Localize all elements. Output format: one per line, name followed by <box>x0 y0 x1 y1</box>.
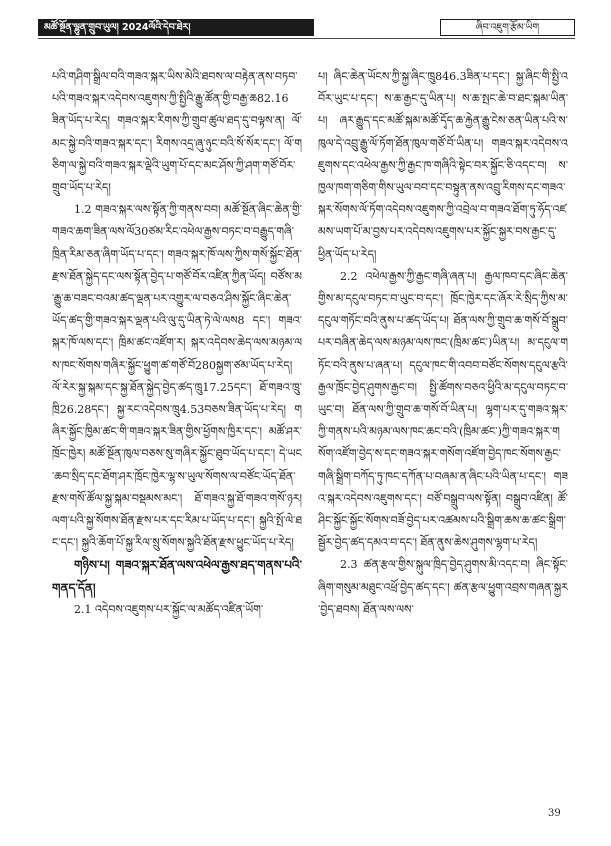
paragraph: པའི་གཤིག་སྒྲིལ་བའི་གཟའ་སྐར་ཡིས་མེའི་ཐབས་ལ་བརྟེན་ནས་བཏབ་པའི་གཟའ་སྐར་འདེབས་འཇུགས་ཀྱི་སྤྱིའི་རྒྱུ་ཚོན་གྱི་བརྒྱ་ཆ82.16ཟིན་ཡོད་པ་རེད། གཟའ་སྐར་རིགས་ཀྱི་གྲུབ་ཚུལ་ཐད་དུ་བལྟས་ན། ལོ་མང་སྐྱེ་བའི་གཟའ་སྐར་དང་། རིགས་འདྲ་ཞུ་ཉུང་བའི་སོ་སོར་དང་། ལོ་གཅིག་ལ་སྐྱེ་བའི་གཟའ་སྐར་ལྡེའི་ཡུག་པོ་དང་མང་ཤོས་ཀྱི་ཤག་གཙོ་བོར་གྲུབ་ཡོད་པ་རེད། <box>52 70 302 195</box>
running-header-left: མཚོ་སྔོན་ལྷུན་གྲུབ་ཡུལ། 2024ལོའི་དེབ་ཐེར། <box>38 19 314 36</box>
paragraph-section-2-1: 2.1 འདེབས་འཇུགས་པར་སྐྱོང་ལ་མཚོད་འཛིན་ཡོག་ <box>74 602 264 616</box>
right-column <box>318 66 568 806</box>
paragraph: པ། ཞིང་ཆེན་ཡོངས་ཀྱི་སྐྱ་ཞིང་ཁྲུ846.3ཟིན་པ་དང་། སྐྱ་ཞིང་གི་སྤྱི་འབོར་ཡུང་པ་དང་། ས་ཆ་རྒྱང་དུ་ཡིན་པ། ས་ཆ་སྤང་ཆེ་བ་ཐང་སྐམ་ཡིན་པ། ཞར་རྒྱུད་དང་མཚོ་སྐམ་མཚོ་དྭོད་ཆ་རྐྱེན་རྒྱུ་ངེས་ཅན་ཡིན་པའི་ས་ཁུལ་དེ་འབྲུ་རྒྱུ་ལོ་ཏོག་ཐོན་ཁུལ་གཙོ་བོ་ཡིན་པ། གཟའ་སྐར་འདེབས་འཇུགས་དང་འཕེལ་རྒྱས་ཀྱི་རྒྱང་ཁ་གཞིའི་སྟེང་བར་སྐྱོང་ཅི་འདང་བ། ས་ཁྱལ་ཁག་གཅིག་གིས་ཡུལ་བབ་དང་བསྟུན་ནས་འབྲུ་རིགས་དང་གཟའ་སྐར་སོགས་ལོ་ཏོག་འདེབས་འཇུགས་ཀྱི་འབྲེལ་བ་གཟའ་ཐོག་ཏུ་ཧོད་འཛམས་ཡག་པོ་མ་བྱས་པར་འདེབས་འཇུགས་པར་སྐྱོང་སྐྱར་བས་རྒྱང་དུ་ཕྱིན་ཡོད་པ་རེད། <box>318 70 568 261</box>
running-header-right: ཞིབ་འཇུག་རྩོམ་ཡིག <box>440 19 575 36</box>
page-number: 39 <box>548 808 561 819</box>
left-column <box>52 66 302 806</box>
paragraph-section-2-2: 2.2 འཕེལ་རྒྱས་ཀྱི་རྒྱང་གཞི་ཞན་པ། རྒྱལ་ཁབ་དང་ཞིང་ཆེན་གྱིས་མ་དངུལ་བཏང་བ་ཡུང་བ་དང་། ཁྲོང་ཁྱེར་དང་ཞོར་རེ་སྲིད་ཀྱིས་མ་དངུལ་གཏོང་བའི་ནུས་པ་ཚད་ཡོད་པ། ཐོན་ལས་ཀྱི་གྲུབ་ཆ་གསོ་བོ་སྒྲུབ་པར་བཞིན་ཆེད་ལས་མཉམ་ལས་ཁང་(ཁྲིམ་ཚང་)ཡིན་པ། མ་དངུལ་གཏོང་བའི་ནུས་པ་ཞན་པ། དངུལ་ཁང་གི་འབབ་བཙོང་སོགས་དངུལ་རྩའི་རྒྱལ་ཁྲོང་བྱེད་ཤུགས་རྒྱང་བ། སྤྱི་ཚོགས་བཅའ་ཕྱིའི་མ་དངུལ་བཏང་བ་ཡུང་བ། ཐོན་ལས་ཀྱི་གྲུབ་ཆ་གསོ་བོ་ཡིན་པ། ལྷག་པར་དུ་གཟའ་སྐར་ཀྱི་གནས་པའི་མཉམ་ལས་ཁང་ཆང་བའི་(ཁྲིམ་ཚང་)ཀྱི་གཟའ་སྐར་གསོག་འཛོག་བྱེད་ས་དང་གཟའ་སྐར་གསོག་འཛོག་བྱེད་ཁང་སོགས་རྒྱང་གཞི་སྒྲིག་བཀོད་ཏུ་ཁང་དཀོན་པ་བཞམ་ན་ཞིང་པའི་ཡིན་པ་དང་། གཟའ་སྐར་འདེབས་འཇུགས་དང་། བཙོ་བསྒྲུབ་ལས་སྟོན། བསྒྲུབ་འཛིན། ཚོ་ཤིང་སྐྱོང་སྐྱོང་སོགས་བཟོ་བྱེད་པར་འཚམས་པའི་སྒྲིག་ཆས་ཆ་ཚང་སྒྲིག་སྦྱོར་བྱེད་ཚད་དམའ་བ་དང་། ཐོན་ནུས་ཆེས་ཤུགས་ལྷག་པ་རེད། <box>318 269 568 550</box>
paragraph-section-2-3: 2.3 ཚན་རྩལ་གྱིས་སྐུལ་ཁྲིད་བྱེད་ཤུགས་མི་འདང་བ། ཞིང་སྟོང་ཞིག་གསུམ་མཐུང་འཕྲོ་བྱེད་ཚད་དང་། ཚན་རྩལ་ཕྱུག་འབྲས་གཞན་སྐྱར་བྱེད་ཐབས། ཐོན་ལས་ལས་ <box>318 558 568 616</box>
paragraph-section-1-2: 1.2 གཟའ་སྐར་ལས་སྟོན་ཀྱི་གནས་བབ། མཚོ་སྔོན་ཞིང་ཆེན་གྱི་གཟའ་ཆག་ཟིན་ལས་ལོ30ཙམ་རིང་འཕེལ་རྒྱས་བཏང་བ་བརྒྱུད་གཞི་ཁྲིན་རིམ་ཅན་ཞིག་ཡོད་པ་དང་། གཟའ་སྐར་ཁོ་ལས་ཀྱིས་གསོ་སྐྱོང་ཐོན་རྫས་ཐོན་སྐྱེད་དང་ལས་སྟོན་བྱེད་པ་གཙོ་བོར་འཛིན་ཀྱིན་ཡོད། བཙོས་མ་རྒྱུ་ཆ་བཟང་བའམ་ཚད་ལྡན་པར་འགྱུར་ལ་བཅའ་ཤིས་སྐྱོང་ཞིང་ཆེན་ཡོད་ཚད་གྱི་གཟའ་སྐར་ལྡན་པའི་ལུ་དུ་ཡིན་ཏེ་ལེ་ལས8 དང་། གཟའ་སྐར་ཁོ་ལས་དང་། ཁྲིམ་ཚང་འཛོག་ར། སྐར་འདེབས་ཆེད་ལས་མཉམ་ལས་ཁང་སོགས་གཞིར་སྐྱོང་ཕྱུག་ཚ་གཙོ་བོ280སྐྱག་ཙམ་ཡོད་པ་རེད། ལོ་རེར་སྐྱ་སྐམ་དང་སྐྱ་ཐོན་སྐྱེད་བྱེད་ཚད་ཁྲུ17.25དང་། ཐོ་གཟའ་ཁྲུ་ཁྲི26.28དང་། སྐྱ་རང་འདེབས་ཁྲུ4.53བཅས་ཟིན་ཡོད་པ་རེད། གཞིར་སྐྱོང་ཁྱིམ་ཚང་གི་གཟའ་སྐར་ཟིན་གྱིས་ཕྱོགས་ཁྱིར་དང་། མཚོ་ཤར་ཁྲོང་ཁྱེར། མཚོ་སྔོན་ཁུལ་བཅས་སུ་གཞིར་སྐྱོང་ཐུབ་ཡོད་པ་དང་། དེ་ཡང་ཆབ་སྲིད་དང་ཐོག་ཤར་ཁྲོང་ཁྱེར་ལྷ་ས་ཡུལ་སོགས་ལ་བཙོང་ཡོད་ཐོན་རྫས་གསོ་ཚོལ་སྐྱ་སྐམ་བསྡམས་མང་། ཐོ་གཟའ་སྐྱ་ཐོ་གཟའ་གསོ་ཉར། ལག་པའི་སྐྱ་སོགས་ཐོན་རྫས་པར་དང་རིམ་པ་ཡོད་པ་དང་། སྐྱའི་སྤོ་ལེ་ཐང་དང་། སྐྱའི་ཆོག་པོ་སྐྱ་རིལ་སྲུ་སོགས་སྐྱའི་ཐོན་རྫས་ཕྱུང་ཡོད་པ་རེད། <box>52 203 302 550</box>
header-rule <box>38 38 575 39</box>
section-heading-2: གཉིས་པ། གཟའ་སྐར་ཐོན་ལས་འཕེལ་རྒྱས་ཐད་གནས་པའི་གནད་དོན། <box>52 558 302 595</box>
